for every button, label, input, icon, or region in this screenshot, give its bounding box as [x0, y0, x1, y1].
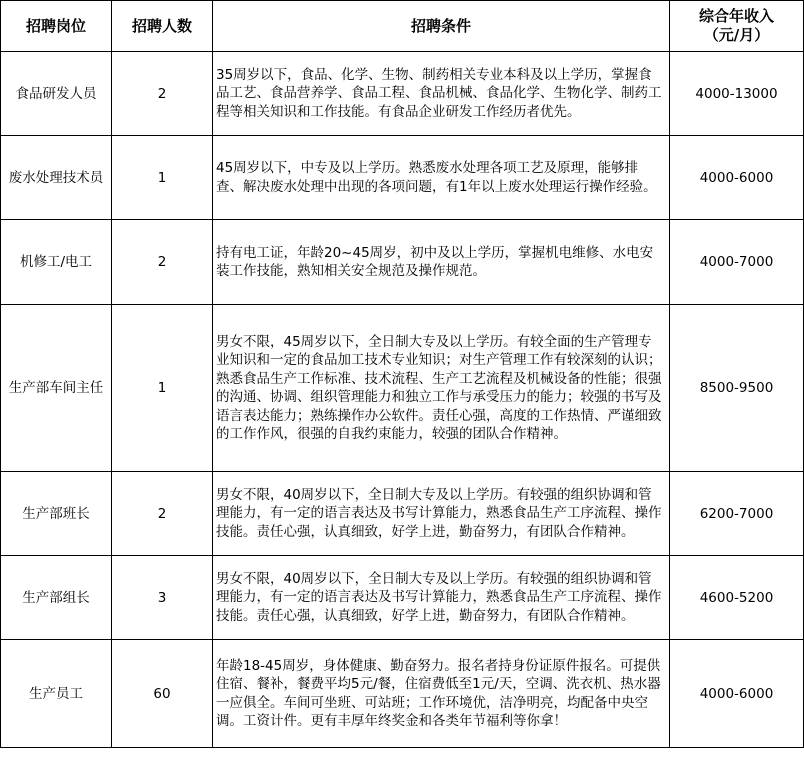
- count-cell: 2: [112, 472, 213, 556]
- count-cell: 1: [112, 305, 213, 472]
- header-income: [670, 1, 804, 52]
- header-row: [1, 1, 804, 52]
- income-cell: 4000-6000: [670, 640, 804, 748]
- requirements-cell: 男女不限，45周岁以下，全日制大专及以上学历。有较全面的生产管理专业知识和一定的食品加工技术专业知识；对生产管理工作有较深刻的认识；熟悉食品生产工作标准、技术流程、生产工艺流程及机械设备的性能；很强的沟通、协调、组织管理能力和独立工作与承受压力的能力；较强的书写及语言表达能力；熟练操作办公软件。责任心强，高度的工作热情、严谨细致的工作作风，很强的自我约束能力，较强的团队合作精神。: [213, 305, 670, 472]
- count-cell: 3: [112, 556, 213, 640]
- header-income-line2: （元/月）: [703, 26, 770, 44]
- position-cell: 生产部班长: [1, 472, 112, 556]
- count-cell: 2: [112, 220, 213, 305]
- income-cell: 4600-5200: [670, 556, 804, 640]
- position-cell: 废水处理技术员: [1, 136, 112, 220]
- count-cell: 60: [112, 640, 213, 748]
- position-cell: 机修工/电工: [1, 220, 112, 305]
- header-requirements: 招聘条件: [213, 1, 670, 52]
- position-cell: 生产员工: [1, 640, 112, 748]
- table-row: [1, 305, 804, 472]
- position-cell: 生产部车间主任: [1, 305, 112, 472]
- table-row: [1, 640, 804, 748]
- table-row: [1, 52, 804, 136]
- position-cell: 生产部组长: [1, 556, 112, 640]
- position-cell: 食品研发人员: [1, 52, 112, 136]
- header-position: 招聘岗位: [1, 1, 112, 52]
- count-cell: 2: [112, 52, 213, 136]
- table-row: [1, 220, 804, 305]
- income-cell: 4000-13000: [670, 52, 804, 136]
- header-count: 招聘人数: [112, 1, 213, 52]
- table-row: [1, 556, 804, 640]
- count-cell: 1: [112, 136, 213, 220]
- income-cell: 4000-6000: [670, 136, 804, 220]
- requirements-cell: 男女不限，40周岁以下，全日制大专及以上学历。有较强的组织协调和管理能力，有一定的语言表达及书写计算能力，熟悉食品生产工序流程、操作技能。责任心强，认真细致，好学上进，勤奋努力，有团队合作精神。: [213, 472, 670, 556]
- table-row: [1, 136, 804, 220]
- requirements-cell: 35周岁以下，食品、化学、生物、制药相关专业本科及以上学历，掌握食品工艺、食品营养学、食品工程、食品机械、食品化学、生物化学、制药工程等相关知识和工作技能。有食品企业研发工作经历者优先。: [213, 52, 670, 136]
- income-cell: 4000-7000: [670, 220, 804, 305]
- requirements-cell: 持有电工证，年龄20~45周岁，初中及以上学历，掌握机电维修、水电安装工作技能，熟知相关安全规范及操作规范。: [213, 220, 670, 305]
- income-cell: 8500-9500: [670, 305, 804, 472]
- requirements-cell: 年龄18-45周岁，身体健康、勤奋努力。报名者持身份证原件报名。可提供住宿、餐补，餐费平均5元/餐，住宿费低至1元/天，空调、洗衣机、热水器一应俱全。车间可坐班、可站班；工作环境优，洁净明亮，均配备中央空调。工资计件。更有丰厚年终奖金和各类年节福利等你拿！: [213, 640, 670, 748]
- table-row: [1, 472, 804, 556]
- income-cell: 6200-7000: [670, 472, 804, 556]
- requirements-cell: 45周岁以下，中专及以上学历。熟悉废水处理各项工艺及原理，能够排查、解决废水处理中出现的各项问题，有1年以上废水处理运行操作经验。: [213, 136, 670, 220]
- header-income-line1: 综合年收入: [698, 7, 774, 25]
- requirements-cell: 男女不限，40周岁以下，全日制大专及以上学历。有较强的组织协调和管理能力，有一定的语言表达及书写计算能力，熟悉食品生产工序流程、操作技能。责任心强，认真细致，好学上进，勤奋努力，有团队合作精神。: [213, 556, 670, 640]
